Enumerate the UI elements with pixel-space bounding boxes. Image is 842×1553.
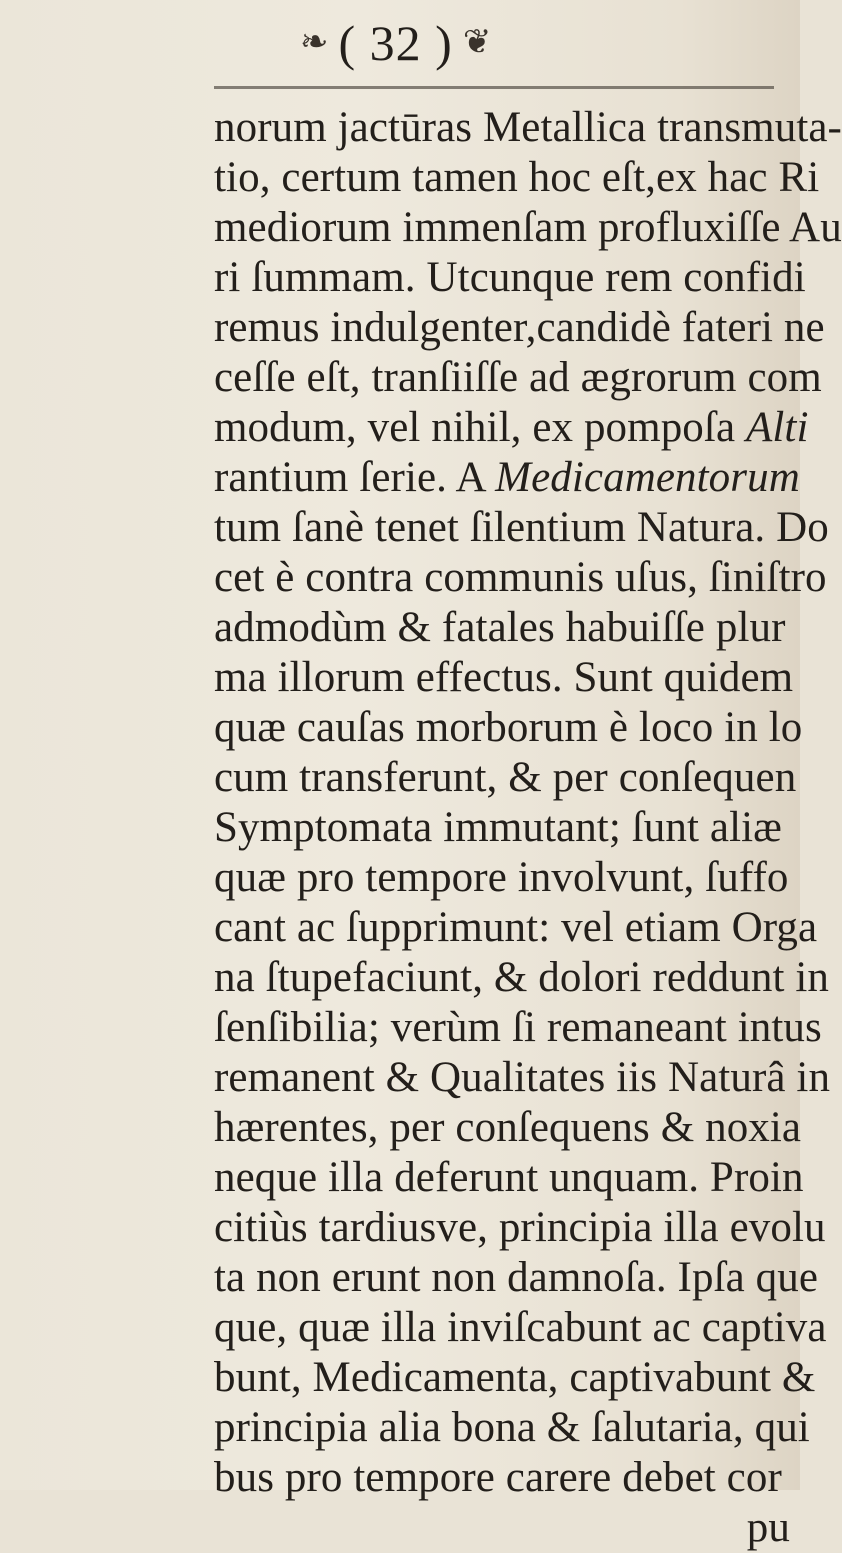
text-line: neque illa deferunt unquam. Proin [214,1154,804,1201]
text-line: na ſtupefaciunt, & dolori reddunt in [214,954,830,1001]
text-line-with-italic [214,453,800,503]
catchword: pu [746,1504,790,1551]
text-line: remus indulgenter,candidè fateri ne [214,304,825,351]
text-line: principia alia bona & ſalutaria, qui [214,1404,810,1451]
italic-term: Medicamentorum [495,454,800,501]
text-line: mediorum immenſam profluxiſſe Au [214,204,842,251]
text-line: tio, certum tamen hoc eſt,ex hac Ri [214,154,820,201]
latin-text-block [214,103,842,1553]
text-line: citiùs tardiusve, principia illa evolu [214,1204,826,1251]
left-ornament-icon: ❧ [300,24,329,61]
text-line: bus pro tempore carere debet cor [214,1454,782,1501]
text-line: bunt, Medicamenta, captivabunt & [214,1354,816,1401]
text-line: cet è contra communis uſus, ſiniſtro [214,554,827,601]
text-line: remanent & Qualitates iis Naturâ in [214,1054,831,1101]
text-line: cant ac ſupprimunt: vel etiam Orga [214,904,818,951]
text-line: cum transferunt, & per conſequen [214,754,797,801]
text-line-part: modum, vel nihil, ex pompoſa [214,404,746,451]
right-ornament-icon: ❦ [462,24,492,61]
text-line-part: rantium ſerie. A [214,454,485,501]
text-line: ta non erunt non damnoſa. Ipſa que [214,1254,819,1301]
text-line: tum ſanè tenet ſilentium Natura. Do [214,504,829,551]
text-line: admodùm & fatales habuiſſe plur [214,604,786,651]
page-number: ( 32 ) [338,15,453,71]
text-line: hærentes, per conſequens & noxia [214,1104,802,1151]
text-line: quæ cauſas morborum è loco in lo [214,704,803,751]
text-line: ri ſummam. Utcunque rem confidi [214,254,806,301]
italic-term: Alti [745,404,809,451]
text-line: Symptomata immutant; ſunt aliæ [214,804,782,851]
text-line: norum jactūras Metallica transmuta- [214,104,842,151]
header-rule [214,86,774,89]
page-header [300,15,492,71]
text-line: ma illorum effectus. Sunt quidem [214,654,794,701]
text-line: ceſſe eſt, tranſiiſſe ad ægrorum com [214,354,822,401]
text-line: ſenſibilia; verùm ſi remaneant intus [214,1004,822,1051]
text-line-with-italic [214,403,809,453]
text-line: quæ pro tempore involvunt, ſuffo [214,854,789,901]
text-line: que, quæ illa inviſcabunt ac captiva [214,1304,827,1351]
